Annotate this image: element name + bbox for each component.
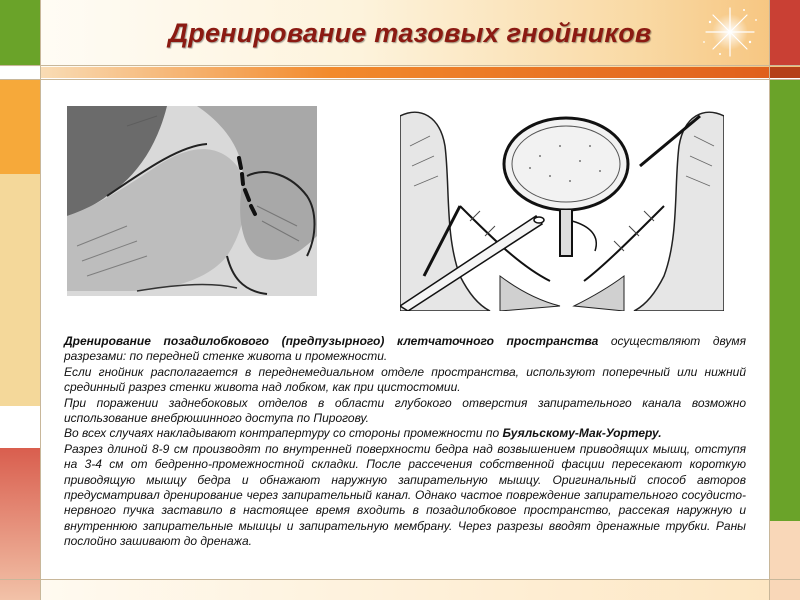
orange-divider-strip <box>40 67 770 78</box>
paragraph-2: Если гнойник располагается в переднемедиальном отделе пространства, используют поперечный или нижний срединный разрез стенки живота над лобком, как при цистостомии. <box>64 364 746 395</box>
figure-pelvis-drainage <box>400 106 724 311</box>
paragraph-1-rest: осуществляют двумя разрезами: по передней стенке живота и промежности. <box>64 334 746 364</box>
paragraph-1-bold: Дренирование позадилобкового (предпузырного) клетчаточного пространства <box>64 334 599 348</box>
paragraph-5: Разрез длиной 8-9 см производят по внутренней поверхности бедра над возвышением приводящих мышц, отступя на 3-4 см от бедренно-промежностной складки. После рассечения собственной фасции пересекают короткую приводящую мышцу бедра и обнажают наружную запирательную мышцу. Оригинальный способ авторов предусматривал дренирование через запирательный канал. Однако частое повреждение запирательного сосудисто-нервного пучка заставило в настоящее время входить в позадилобковое пространство, рассекая наружную и внутреннюю запирательные мышцы и запирательную мембрану. Через разрезы вводят дренажные трубки. Раны послойно зашивают до дренажа. <box>64 441 746 549</box>
grid-line <box>40 0 41 600</box>
grid-line <box>0 79 800 80</box>
left-rose-block <box>0 448 40 600</box>
paragraph-4-start: Во всех случаях накладывают контрапертуру со стороны промежности по <box>64 426 503 441</box>
paragraph-4 <box>64 426 746 441</box>
paragraph-4-bold: Буяльскому-Мак-Уортеру. <box>502 426 662 441</box>
grid-line <box>769 0 770 600</box>
right-green-block <box>770 79 800 521</box>
grid-line <box>0 65 800 66</box>
divider-strip-corner <box>770 67 800 78</box>
body-text <box>64 334 746 550</box>
paragraph-3: При поражении заднебоковых отделов в области глубокого отверстия запирательного канала возможно использование внебрюшинного доступа по Пирогову. <box>64 395 746 426</box>
left-gold-block <box>0 174 40 406</box>
bottom-band <box>40 580 770 600</box>
right-peach-block <box>770 521 800 600</box>
left-orange-block <box>0 79 40 174</box>
figure-thigh-incisions <box>67 106 317 296</box>
grid-line <box>0 579 800 580</box>
slide-title: Дренирование тазовых гнойников <box>168 18 652 48</box>
paragraph-1 <box>64 334 746 365</box>
